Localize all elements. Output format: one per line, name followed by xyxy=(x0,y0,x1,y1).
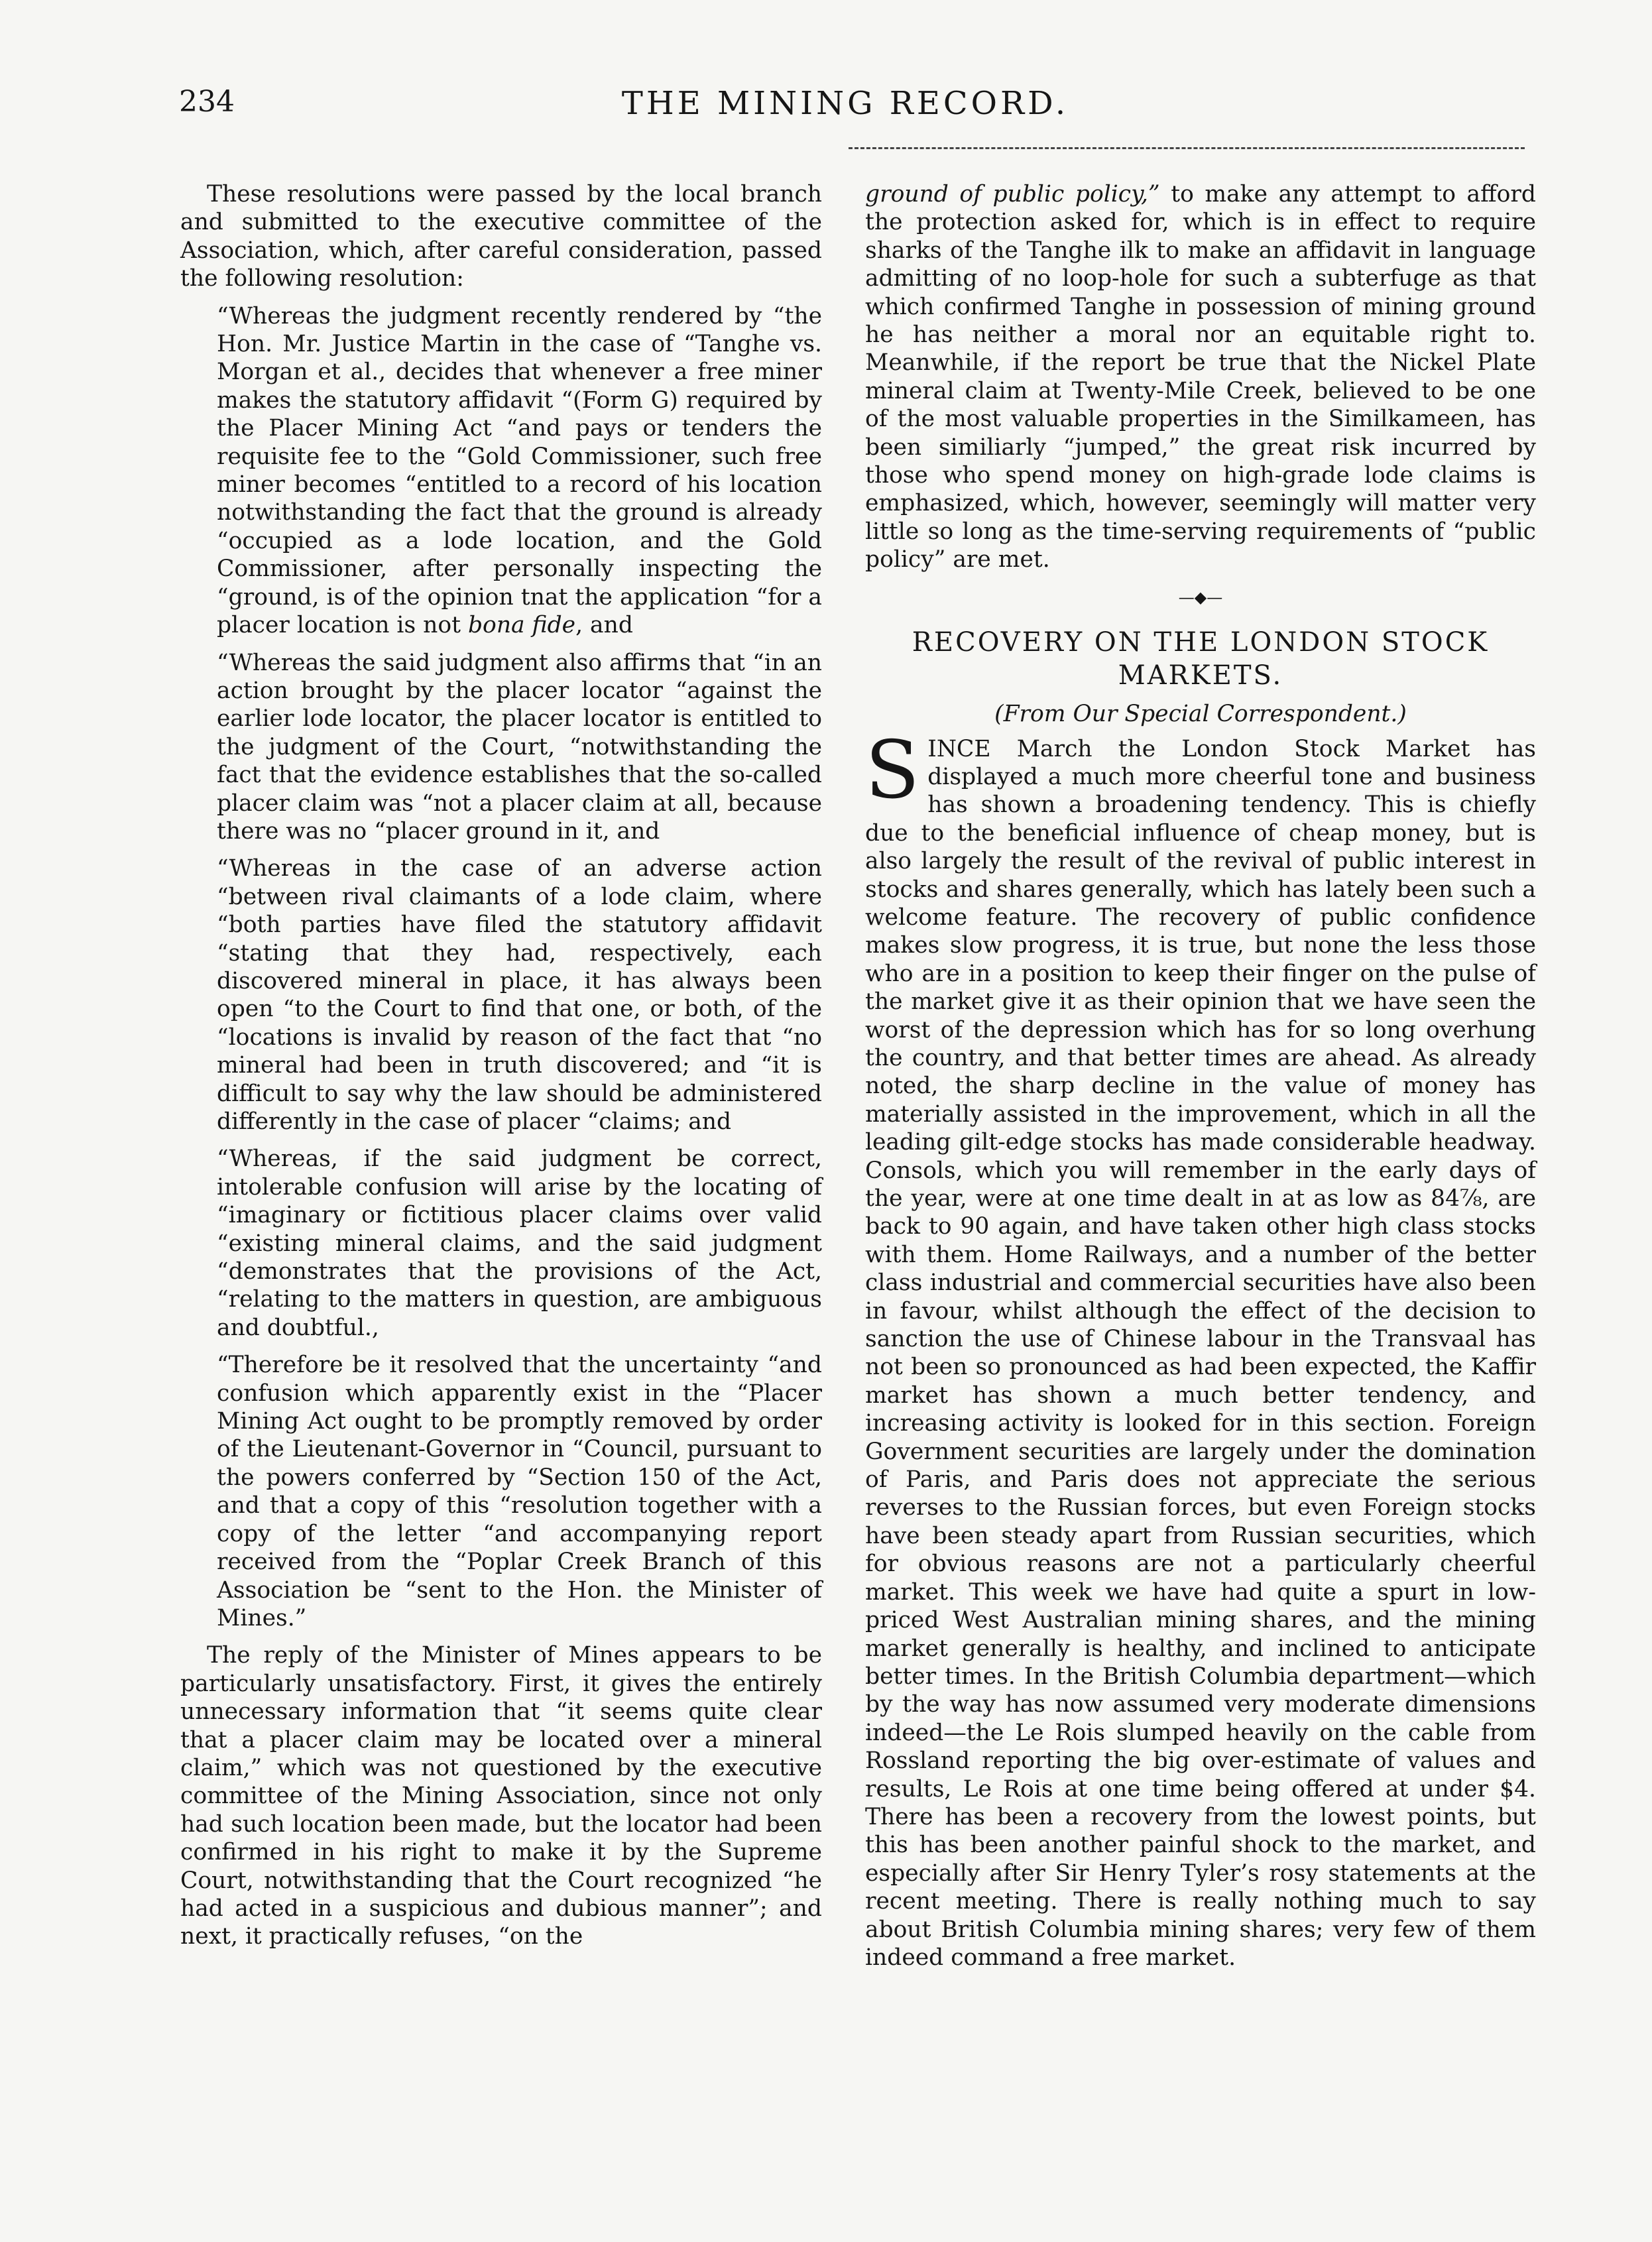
section-title: RECOVERY ON THE LONDON STOCK MARKETS. xyxy=(912,627,1490,691)
therefore-paragraph: “Therefore be it resolved that the uncertainty “and confusion which apparently exist in the “Placer Mining Act ought to be promptly removed by order of the Lieutenant-Governor in “Council, pursuant to the powers conferred by “Section 150 of the Act, and that a copy of this “resolution together with a copy of the letter “and accompanying report received from the “Poplar Creek Branch of this Association be “sent to the Hon. the Minister of Mines.” xyxy=(217,1352,822,1631)
article-text: March the London Stock Market has displayed a much more cheerful tone and business has shown a broadening tendency. This is chiefly due to the beneficial influence of cheap money, but is also largely the result of the revival of public interest in stocks and shares generally, which has lately been such a welcome feature. The recovery of public confidence makes slow progress, it is true, but none the less those who are in a position to keep their finger on the pulse of the market give it as their opinion that we have seen the worst of the depression which has for so long overhung the country, and that better times are ahead. As already noted, the sharp decline in the value of money has materially assisted in the improvement, which in all the leading gilt-edge stocks has made considerable headway. Consols, which you will remember in the early days of the year, were at one time dealt in at as low as 84⅞, are back to 90 again, and have taken other high class stocks with them. Home Railways, and a number of the better class industrial and commercial securities have also been in favour, whilst although the effect of the decision to sanction the use of Chinese labour in the Transvaal has not been so pronounced as had been expected, the Kaffir market has shown a much better tendency, and increasing activity is looked for in this section. Foreign Government securities are largely under the domination of Paris, and Paris does not appreciate the serious reverses to the Russian forces, but even Foreign stocks have been steady apart from Russian securities, which for obvious reasons are not a particularly cheerful market. This week we have had quite a spurt in low-priced West Australian mining shares, and the mining market generally is healthy, and inclined to anticipate better times. In the British Columbia department—which by the way has now assumed very moderate dimensions indeed—the Le Rois slumped heavily on the cable from Rossland reporting the big over-estimate of values and results, Le Rois at one time being offered at under $4. There has been a recovery from the lowest points, but this has been another painful shock to the market, and especially after Sir Henry Tyler’s rosy statements at the recent meeting. There is really nothing much to say about British Columbia mining shares; very few of them indeed command a free market. xyxy=(865,735,1536,1971)
right-column xyxy=(865,180,1536,1981)
running-title: THE MINING RECORD. xyxy=(621,85,1069,122)
section-divider-icon: —◆— xyxy=(1178,587,1223,607)
whereas-1-text: “Whereas the judgment recently rendered by “the Hon. Mr. Justice Martin in the case of “Tanghe vs. Morgan et al., decides that whenever a free miner makes the statutory affidavit “(Form G) required by the Placer Mining Act “and pays or tenders the requisite fee to the “Gold Commissioner, such free miner becomes “entitled to a record of his location notwithstanding the fact that the ground is already “occupied as a lode location, and the Gold Commissioner, after personally inspecting the “ground, is of the opinion tnat the application “for a placer location is not xyxy=(217,302,822,639)
article-lead: INCE xyxy=(927,735,991,762)
whereas-paragraph-1 xyxy=(217,302,822,640)
whereas-paragraph-4: “Whereas, if the said judgment be correct, intolerable confusion will arise by the locating of “imaginary or fictitious placer claims over valid “existing mineral claims, and the said judgment “demonstrates that the provisions of the Act, “relating to the matters in question, are ambiguous and doubtful., xyxy=(217,1146,822,1341)
page-header xyxy=(179,85,1511,138)
drop-cap: S xyxy=(865,724,920,817)
whereas-paragraph-2: “Whereas the said judgment also affirms that “in an action brought by the placer locator “against the earlier lode locator, the placer locator is entitled to the judgment of the Court, “notwithstanding the fact that the evidence establishes that the so-called placer claim was “not a placer claim at all, because there was no “placer ground in it, and xyxy=(217,649,822,845)
whereas-1-end: , and xyxy=(575,612,633,639)
continuation-italic: ground of public policy,” xyxy=(865,181,1160,207)
reply-paragraph: The reply of the Minister of Mines appears to be particularly unsatisfactory. First, it gives the entirely unnecessary information that “it seems quite clear that a placer claim may be located over a mineral claim,” which was not questioned by the executive committee of the Mining Association, since not only had such location been made, but the locator had been confirmed in his right to make it by the Supreme Court, notwithstanding that the Court recognized “he had acted in a suspicious and dubious manner”; and next, it practically refuses, “on the xyxy=(180,1642,822,1950)
bona-fide-text: bona fide xyxy=(467,612,576,639)
byline: (From Our Special Correspondent.) xyxy=(994,701,1407,728)
continuation-paragraph xyxy=(865,180,1536,574)
page-number: 234 xyxy=(179,85,235,119)
intro-paragraph: These resolutions were passed by the local branch and submitted to the executive committee of the Association, which, after careful consideration, passed the following resolution: xyxy=(180,181,822,292)
article-paragraph xyxy=(865,724,1536,1972)
header-rule xyxy=(849,147,1525,149)
whereas-paragraph-3: “Whereas in the case of an adverse action “between rival claimants of a lode claim, where “both parties have filed the statutory affidavit “stating that they had, respectively, each discovered mineral in place, it has always been open “to the Court to find that one, or both, of the “locations is invalid by reason of the fact that “no mineral had been in truth discovered; and “it is difficult to say why the law should be administered differently in the case of placer “claims; and xyxy=(217,855,822,1135)
left-column xyxy=(180,180,822,1960)
continuation-text: to make any attempt to afford the protection asked for, which is in effect to require sharks of the Tanghe ilk to make an affidavit in language admitting of no loop-hole for such a subterfuge as that which confirmed Tanghe in possession of mining ground he has neither a moral nor an equitable right to. Meanwhile, if the report be true that the Nickel Plate mineral claim at Twenty-Mile Creek, believed to be one of the most valuable properties in the Similkameen, has been similiarly “jumped,” the great risk incurred by those who spend money on high-grade lode claims is emphasized, which, however, seemingly will matter very little so long as the time-serving requirements of “public policy” are met. xyxy=(865,181,1536,573)
